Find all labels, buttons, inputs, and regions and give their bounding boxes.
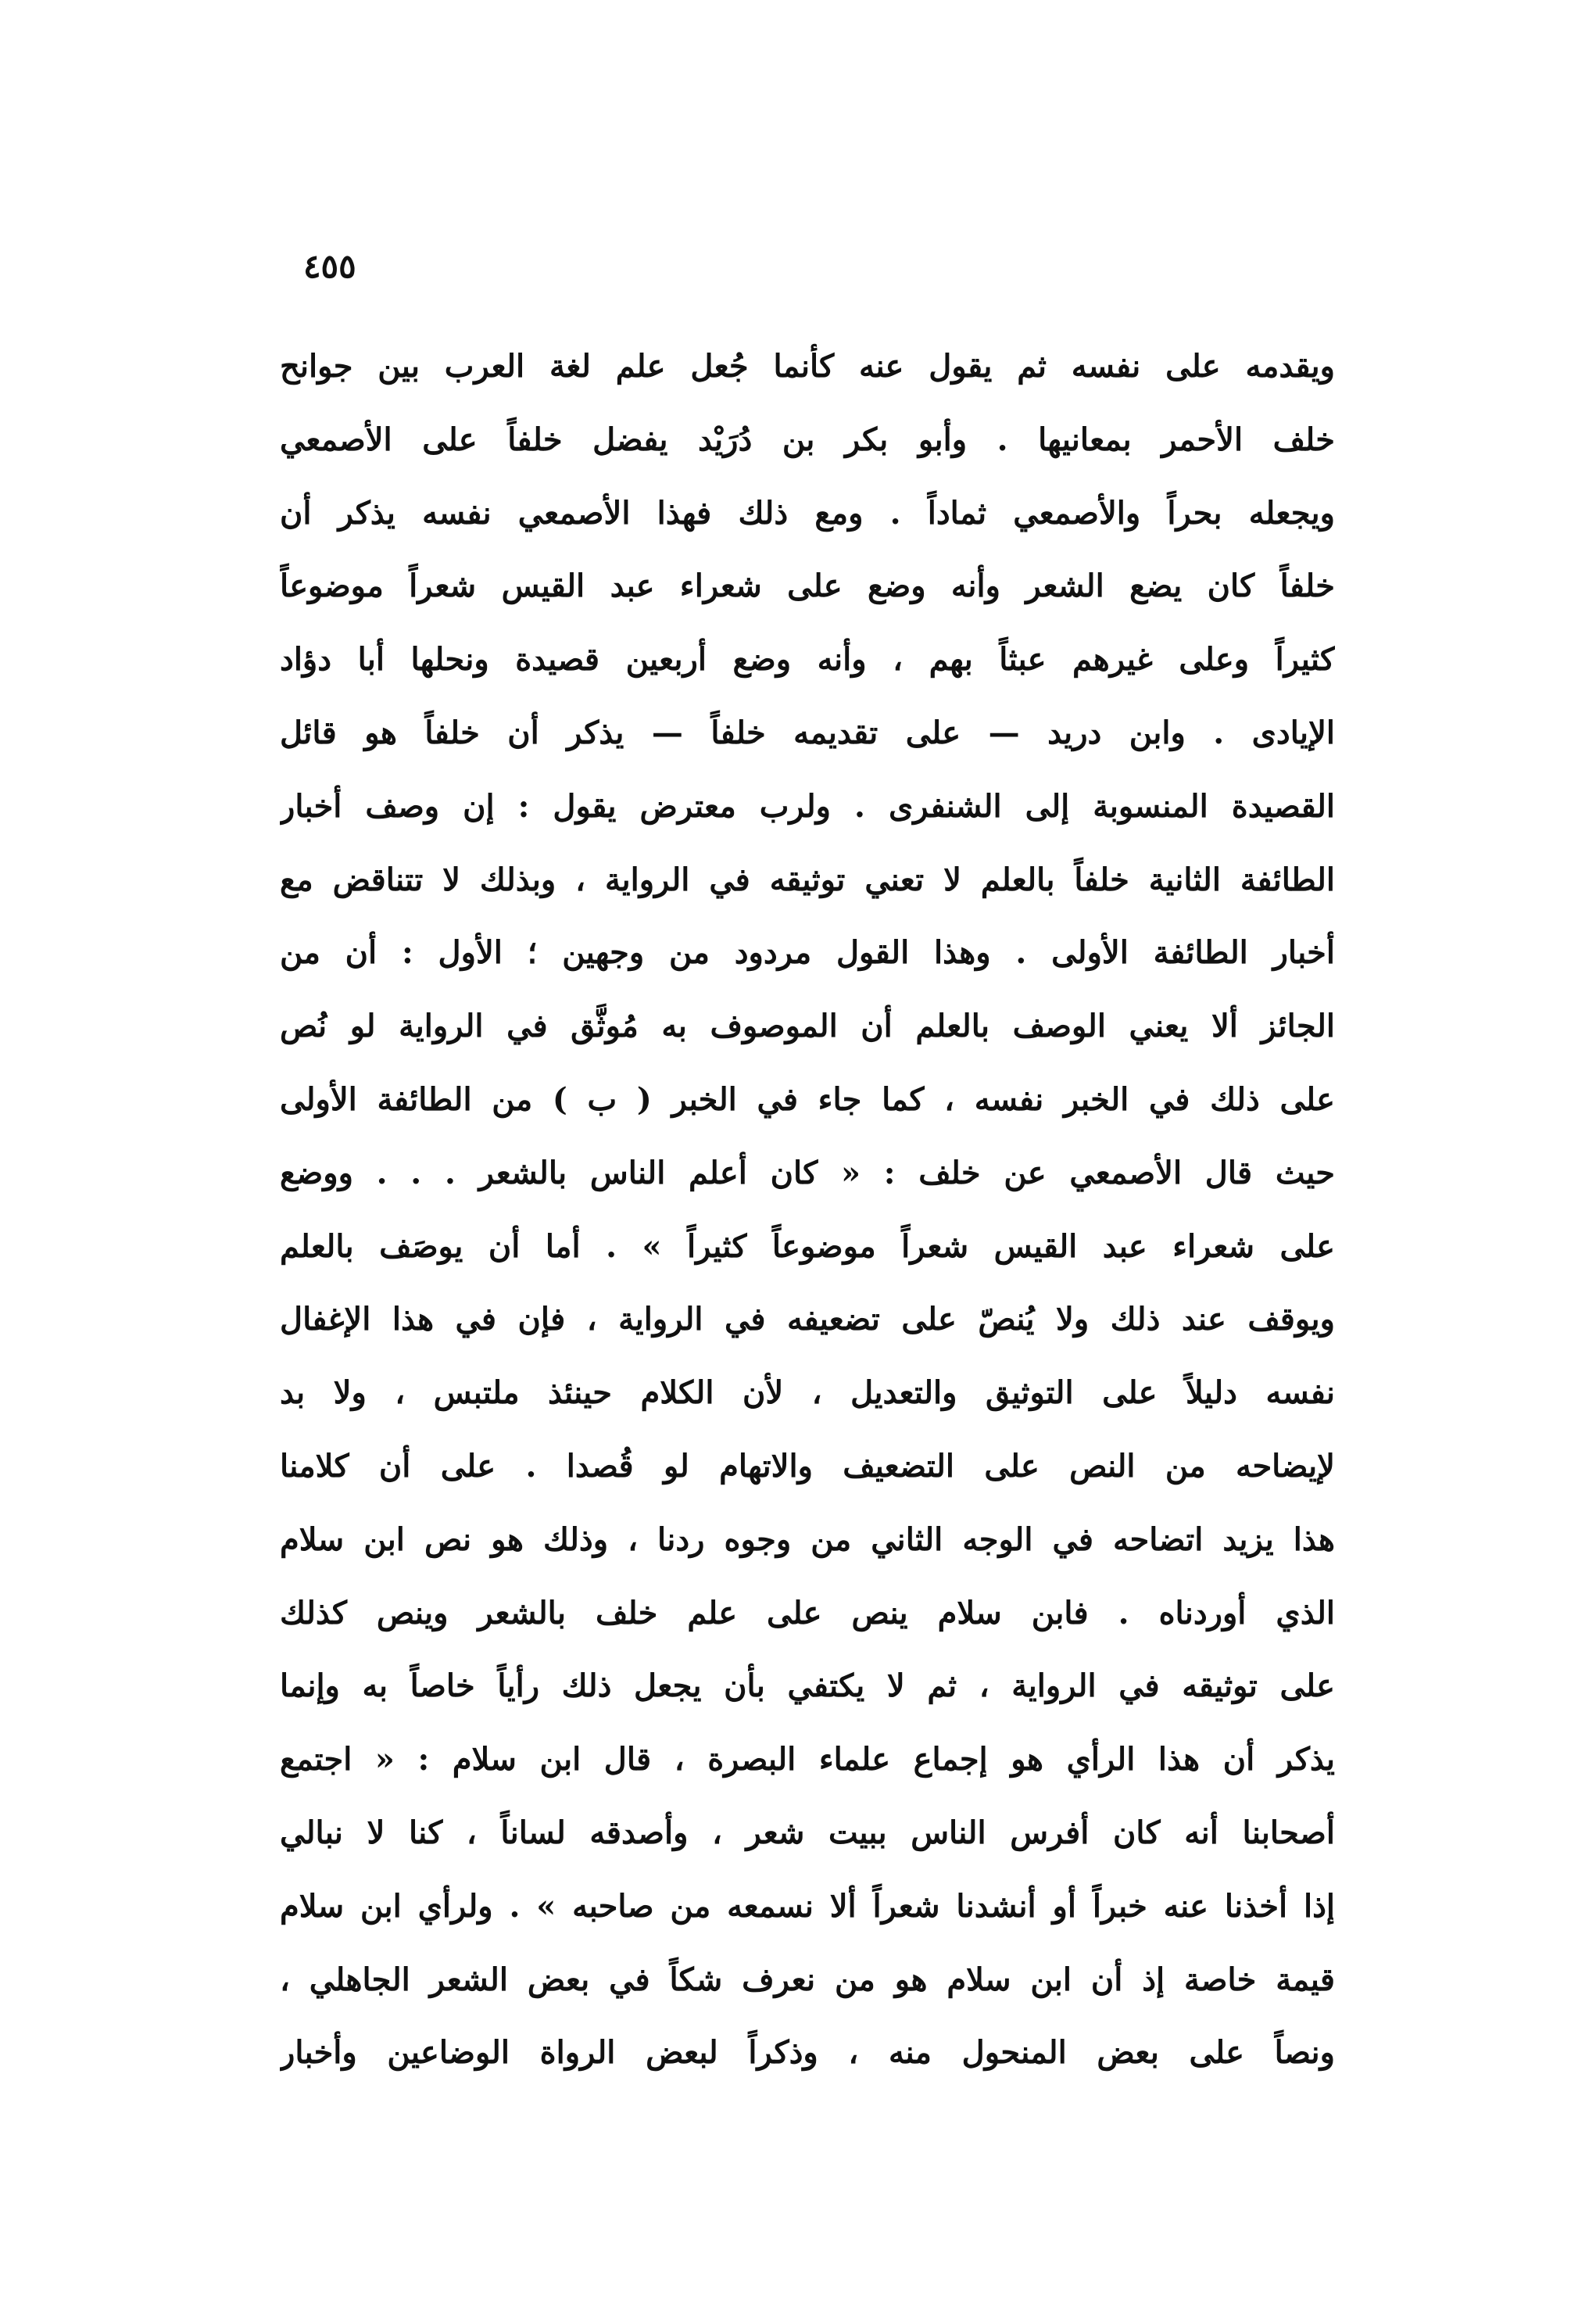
text-line: كثيراً وعلى غيرهم عبثاً بهم ، وأنه وضع أربعين قصيدة ونحلها أبا دؤاد xyxy=(280,641,1335,679)
text-line: ويقدمه على نفسه ثم يقول عنه كأنما جُعل علم لغة العرب بين جوانح xyxy=(280,348,1335,385)
text-line: إذا أخذنا عنه خبراً أو أنشدنا شعراً ألا نسمعه من صاحبه » . ولرأي ابن سلام xyxy=(280,1887,1335,1925)
text-line: قيمة خاصة إذ أن ابن سلام هو من نعرف شكاً في بعض الشعر الجاهلي ، xyxy=(280,1961,1335,1998)
text-line: الطائفة الثانية خلفاً بالعلم لا تعني توثيقه في الرواية ، وبذلك لا تتناقض مع xyxy=(280,861,1335,898)
text-line: خلفاً كان يضع الشعر وأنه وضع على شعراء عبد القيس شعراً موضوعاً xyxy=(280,568,1335,605)
text-line: الذي أوردناه . فابن سلام ينص على علم خلف بالشعر وينص كذلك xyxy=(280,1594,1335,1631)
text-line: ونصاً على بعض المنحول منه ، وذكراً لبعض الرواة الوضاعين وأخبار xyxy=(280,2034,1335,2072)
page-body-text xyxy=(280,330,1335,2090)
text-line: نفسه دليلاً على التوثيق والتعديل ، لأن الكلام حينئذ ملتبس ، ولا بد xyxy=(280,1374,1335,1412)
text-line: يذكر أن هذا الرأي هو إجماع علماء البصرة ، قال ابن سلام : « اجتمع xyxy=(280,1741,1335,1778)
text-line: أصحابنا أنه كان أفرس الناس ببيت شعر ، وأصدقه لساناً ، كنا لا نبالي xyxy=(280,1814,1335,1851)
text-line: ويجعله بحراً والأصمعي ثماداً . ومع ذلك فهذا الأصمعي نفسه يذكر أن xyxy=(280,494,1335,532)
text-line: ويوقف عند ذلك ولا يُنصّ على تضعيفه في الرواية ، فإن في هذا الإغفال xyxy=(280,1301,1335,1338)
text-line: القصيدة المنسوبة إلى الشنفرى . ولرب معترض يقول : إن وصف أخبار xyxy=(280,787,1335,825)
text-line: لإيضاحه من النص على التضعيف والاتهام لو قُصدا . على أن كلامنا xyxy=(280,1447,1335,1485)
text-line: أخبار الطائفة الأولى . وهذا القول مردود من وجهين ؛ الأول : أن من xyxy=(280,934,1335,972)
text-line: خلف الأحمر بمعانيها . وأبو بكر بن دُرَيْد يفضل خلفاً على الأصمعي xyxy=(280,421,1335,458)
page-number: ٤٥٥ xyxy=(303,247,356,285)
text-line: الجائز ألا يعني الوصف بالعلم أن الموصوف به مُوثَّق في الرواية لو نُص xyxy=(280,1008,1335,1045)
text-line: على شعراء عبد القيس شعراً موضوعاً كثيراً » . أما أن يوصَف بالعلم xyxy=(280,1227,1335,1265)
text-line: هذا يزيد اتضاحه في الوجه الثاني من وجوه ردنا ، وذلك هو نص ابن سلام xyxy=(280,1520,1335,1558)
text-line: على توثيقه في الرواية ، ثم لا يكتفي بأن يجعل ذلك رأياً خاصاً به وإنما xyxy=(280,1667,1335,1705)
text-line: الإيادى . وابن دريد — على تقديمه خلفاً — يذكر أن خلفاً هو قائل xyxy=(280,714,1335,751)
text-line: حيث قال الأصمعي عن خلف : « كان أعلم الناس بالشعر . . . ووضع xyxy=(280,1154,1335,1191)
text-line: على ذلك في الخبر نفسه ، كما جاء في الخبر ( ب ) من الطائفة الأولى xyxy=(280,1080,1335,1118)
